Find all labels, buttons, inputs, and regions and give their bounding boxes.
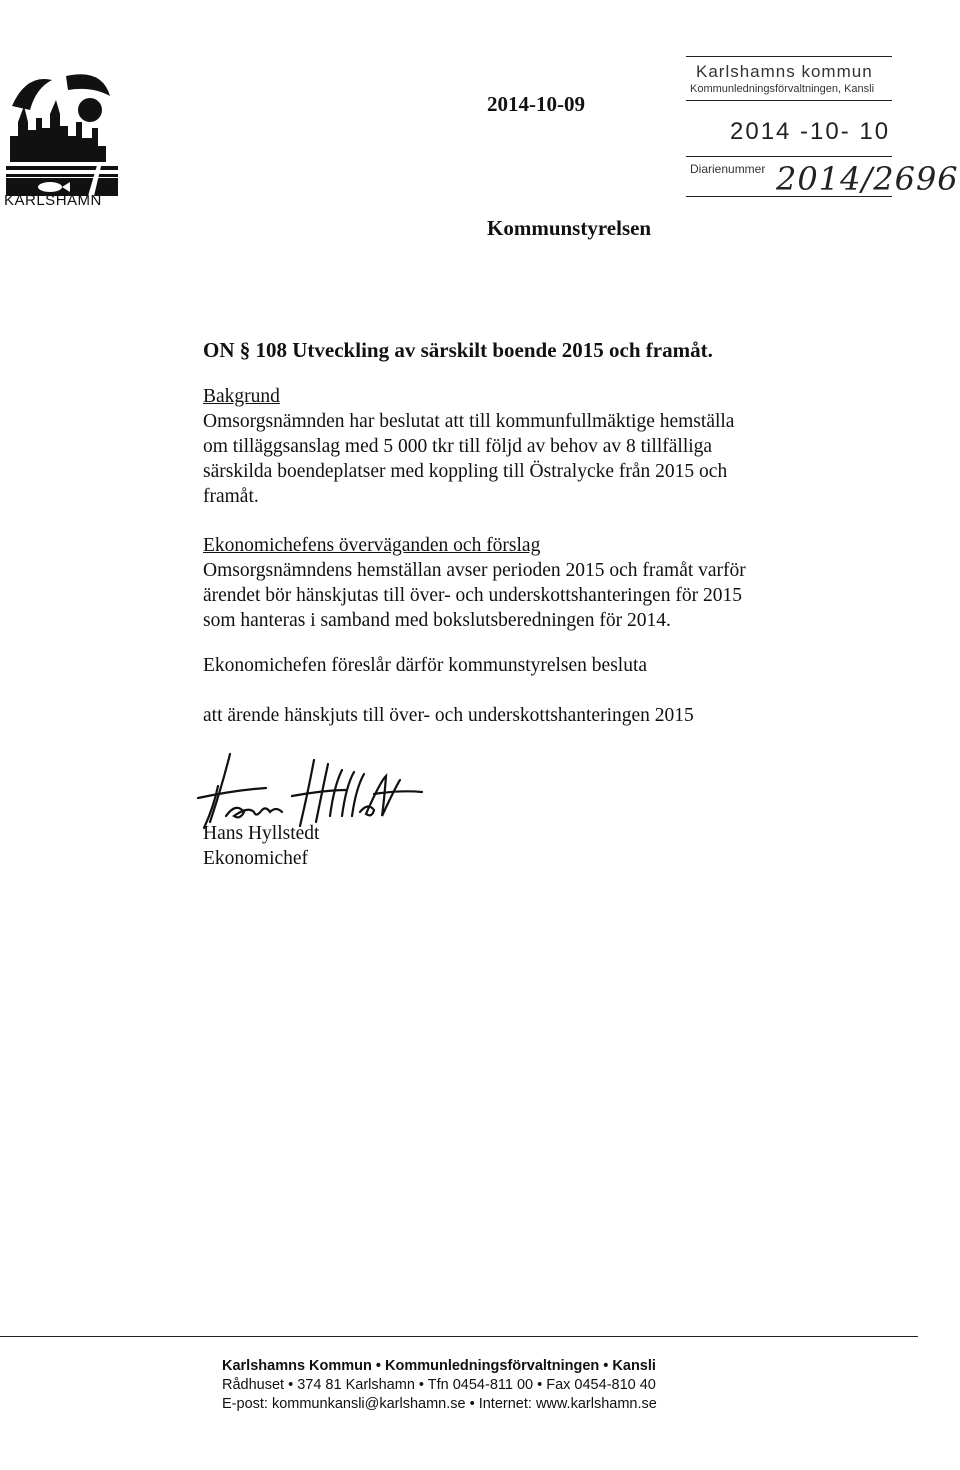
footer-organisation: Karlshamns Kommun • Kommunledningsförvaltningen • Kansli (222, 1358, 656, 1374)
background-line: framåt. (203, 486, 259, 507)
consideration-line: ärendet bör hänskjutas till över- och underskottshanteringen för 2015 (203, 585, 742, 606)
signatory-name: Hans Hyllstedt (203, 823, 320, 844)
proposal-text: Ekonomichefen föreslår därför kommunstyrelsen besluta (203, 655, 648, 676)
footer-contact: E-post: kommunkansli@karlshamn.se • Internet: www.karlshamn.se (222, 1396, 657, 1412)
stamp-diarie-label: Diarienummer (690, 162, 766, 176)
background-body (203, 409, 803, 509)
karlshamn-logo (6, 66, 118, 206)
consideration-line: Omsorgsnämndens hemställan avser perioden 2015 och framåt varför (203, 560, 746, 581)
signatory-title: Ekonomichef (203, 848, 309, 869)
stamp-organisation: Karlshamns kommun (696, 62, 873, 81)
logo-wordmark: KARLSHAMN (4, 192, 102, 209)
consideration-title: Ekonomichefens överväganden och förslag (203, 535, 541, 556)
footer-address: Rådhuset • 374 81 Karlshamn • Tfn 0454-811 00 • Fax 0454-810 40 (222, 1377, 656, 1393)
consideration-body (203, 558, 813, 633)
stamp-diarie-number: 2014/2696 (776, 160, 959, 198)
consideration-line: som hanteras i samband med bokslutsberedningen för 2014. (203, 610, 671, 631)
decision-text: att ärende hänskjuts till över- och underskottshanteringen 2015 (203, 705, 694, 726)
background-title: Bakgrund (203, 386, 280, 407)
footer-divider (0, 1336, 918, 1337)
background-line: särskilda boendeplatser med koppling till Östralycke från 2015 och (203, 461, 728, 482)
stamp-unit: Kommunledningsförvaltningen, Kansli (690, 83, 875, 95)
stamp-received-date: 2014 -10- 10 (730, 118, 891, 145)
background-line: om tilläggsanslag med 5 000 tkr till följd av behov av 8 tillfälliga (203, 436, 713, 457)
document-date: 2014-10-09 (487, 92, 585, 116)
received-stamp (686, 56, 959, 198)
case-heading: ON § 108 Utveckling av särskilt boende 2015 och framåt. (203, 338, 713, 362)
footer (222, 1357, 657, 1414)
background-line: Omsorgsnämnden har beslutat att till kommunfullmäktige hemställa (203, 411, 735, 432)
recipient: Kommunstyrelsen (487, 216, 652, 240)
